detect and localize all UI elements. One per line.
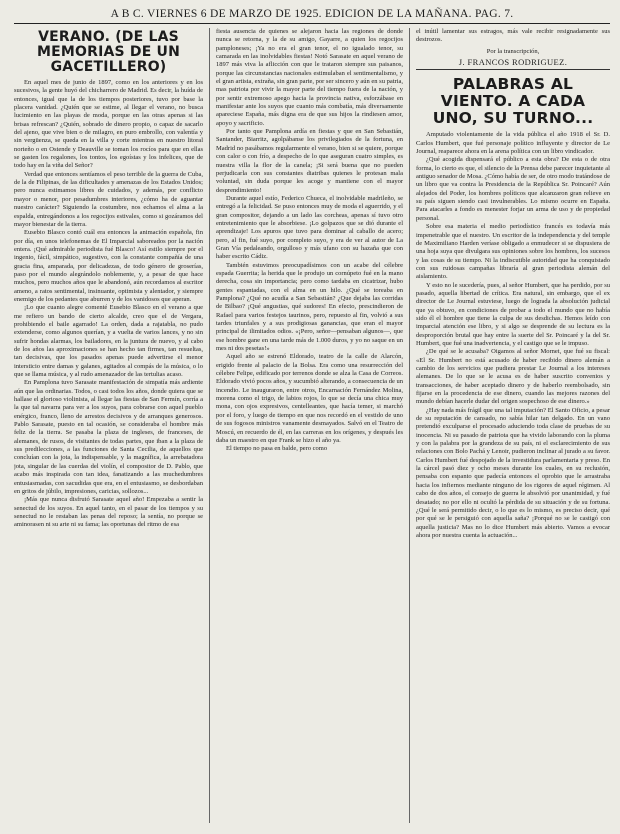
article1-paragraph: Verdad que entonces sentíamos el peso terrible de la guerra de Cuba, de la de Filipinas, de las dificultades y amenazas de los Estados Unidos; pero nunca estimamos libres de cuidados, y además, por conflicto mayor o menor, por pesadumbres interiores, ¿cómo ha de aguantar nuestro carácter? Siguiendo la costumbre, nos echamos el alma a la espalda, entregándonos a los regocijos estivales, como si gozáramos del mayor bienestar de la tierra. <box>14 170 203 228</box>
article2-paragraph: fiesta ausencia de quienes se alejaron hacia las regiones de donde nunca se retorna, y la de su amigo, Gayarre, a quien los regocijos pamploneses; ¡Ya no era el gran tenor, el no igualado tenor, su camarada en las inolvidables fiestas! Notó Sarasate en aquel verano de 1897 más viva la aflicción con que le trataron siempre sus paisanos, porque las circunstancias nacionales estimulaban el sentimentalismo, y el gran artista, extraña, sin gran parte, por ser sincero y aún en su patria, mas patriota por vivir la mayor parte del tiempo fuera de la nación, y por sentir extremoso apego hacia la provincia nativa, esforzábase en manifestar ante los suyos que cuanto más combatía, más diversamente apareciese España, más digna era de que sus hijos la rindiesen amor, apoyo y sacrificio. <box>216 28 403 127</box>
article3-paragraph: ¿Qué acogida dispensará el público a esta obra? De esta o de otra forma, lo cierto es que, el silencio de la Prensa debe parecer inquietante al antiguo senador de Mosa. ¿Cómo había de ser, de otro modo tratándose de un libro que va contra la Presidencia de la República Sr. Poincaré? Aún alejados del Poder, los hombres políticos que alcanzaron gran relieve en su país siguen siendo casi invulnerables. Lo mismo ocurre en España. Para atacarles a fondo es menester forjar un arma de uso y de propiedad personal. <box>416 156 610 222</box>
article1-paragraph: ¡Lo que cuanto alegre comenté Eusebio Blasco en el verano a que me refiero un bando de cierto alcalde, creo que el de Vergara, prohibiendo el baile agarrado! La orden, dada a rajatabla, no pudo extenderse, como algunos querían, y a vuelta de varios lances, y no sin sufrir hondas alarmas, los bailadores, en la juntura de nuevo, y al cabo de los años las aproximaciones se han hecho tan firmes, tan resueltas, tan decisivas, que los pasados apenas puede advertirse el menor intersticio entre damas y galanes, agitados al compás de la música, o lo que se llama música, y al rudo amenazador de las tertulias acaso. <box>14 304 203 379</box>
article1-paragraph: Eusebio Blasco contó cuál era entonces la animación española, fin por día, en unos telefonemas de El Imparcial saboreados por la nación entera. ¡Qué admirable periodista fué Blasco! Así estilo siempre por el ingenio, fácil, simpático, sugestivo, con la constante compañía de una gracia fina, amparada, por delicadezas, de todo género de groserías, paso por el mundo alegrándolo noblemente, y, a pesar de que hace muchos, pero muchos años que le abandonó, aún recordamos al escritor ameno, a ratos sentimental, insinuante, optimista y alentador, y siempre enemigo de los pedantes que aburren y de los vanidosos que aperan. <box>14 229 203 303</box>
section-divider <box>416 69 610 70</box>
article1-paragraph: En Pamplona tuvo Sarasate manifestación de simpatía más ardiente aún que las ordinarias. Todos, o casi todos los años, donde quiera que se hallase el glorioso violinista, al llegar las fiestas de San Fermín, corría a la que tal navarra para ver a los suyos, para cobrarse con aquel pueblo enérgico, franco, lleno de arrestos decisivos y de arranques generosos. Pablo Sarasate, puesto en tal ocasión, se consideraba el hombre más feliz de la tierra. Se pasaba la plaza de ingleses, de franceses, de alemanes, de rusos, de visitantes de todas partes, que iban a la plaza de sus predilecciones, a las funciones de Santa Cecilia, de aquellos que concluían con la jota, la indispensable, y la magnífica, la arrebatadora jota, singular de las cuerdas del violín, el compositor de D. Pablo, que acabo más inspirada con tan idea, fanatizando a las muchedumbres entusiasmadas, con sacudidas que era, en el entusiasmo, se desbordaban en gritos de júbilo, impresiones, caricias, sollozos... <box>14 379 203 495</box>
article2-paragraph: El tiempo no pasa en balde, pero como <box>226 445 328 453</box>
article3-paragraph: ¿De qué se le acusaba? Oigamos al señor Mornet, que fué su fiscal: «El Sr. Humbert no está acusado de haber recibido dinero alemán a cambio de los servicios que pudiera prestar Le Journal a los intereses alemanes. De lo que se le acusa es de haber suscrito convenios y transacciones, de haber aceptado dinero y de haberlo reembolsado, sin fijarse en la procedencia de ese dinero, cuando las mejores razones del mundo debían hacerle dudar del origen sospechoso de ese dinero.» <box>416 348 610 406</box>
article3-credit: Por la transcripción, <box>486 47 540 55</box>
article2-paragraph: También estuvimos preocupadísimos con un acabe del célebre espada Guerrita; la herida que le produjo un cornúpeto fué en la mano derecha, cosa sin importancia; pero como tardaba en cicatrizar, hubo gentes espantadas, con el alma en un hilo. ¿Qué se toreaba en Pamplona? ¿Qué no acudía a San Sebastián? ¿Que dejaba las corridas de Bilbao? ¡Qué angustias, qué sudores! En efecto, prescindieron de Rafael para varios festejos taurinos, pero, repuesto al fin, volvió a sus tardes triunfales y a sus prodigiosas ganancias, que eran el mayor principal de ilimitados odios. «¡Pero, señor—pensaban algunos—, que ese hombre gane en una tarde más de 1.000 duros, y yo no saque en un mes ni dos pesetas!» <box>216 261 403 353</box>
article1-paragraph: ¡Más que nunca disfrutó Sarasate aquel año! Empezaba a sentir la senectud de los suyos. En aquel tanto, en el pasar de los tiempos y su senectud no le restaban las penas del reposo; la sentía, no porque se aminorasen ni su arte ni su fama; las oportunas del ritmo de esa <box>14 496 203 529</box>
column-1 <box>14 28 210 823</box>
article3-headline: PALABRAS AL VIENTO. A CADA UNO, SU TURNO... <box>432 75 594 128</box>
article3-intro: el inútil lamentar sus estragos, más vale recibir resignadamente sus destrozos. <box>416 28 610 44</box>
article2-paragraph: Por tanto que Pamplona ardía en fiestas y que en San Sebastián, Santander, Biarritz, agolpábanse los privilegiados de la fortuna, en Madrid no pasábamos regularmente el verano, bien si se quiere, porque con calor o con frío, a despecho de lo que aseguran cuatro simples, es nuestra villa la flor de la canela; ¡Si será buena que no pueden perjudicarla con sus constantes diatribas quienes le protesan mala voluntad, sin duda porque les acoge y mantiene con el mayor desprendimiento! <box>216 128 403 194</box>
article3-paragraph: Y esto no le sucedería, pues, al señor Humbert, que ha perdido, por su pasado, aquella libertad de crítica. Era natural, sin embargo, que el ex director de Le Journal estuviese, luego de lograda la absolución judicial que ya obtuvo, en condiciones de probar a todo el mundo que no había sido él el hombre que tiene la culpa de sus desdichas. Hemos leído con imparcial atención ese libro, y si algo se desprende de su lectura es la desproporción brutal que hay entre la suerte del Sr. Poincaré y la del Sr. Humbert, que fué una inadvertencia, y el castigo que se le impuso. <box>416 281 610 347</box>
article2-paragraph: Durante aquel estío, Federico Chueca, el inolvidable madrileño, se entregó a la felicidad. Se puso entonces muy de moda el aguerrido, y el gran compositor, dejando a un lado las corcheas, apenas sí tuvo otro entretenimiento que le absorbiese. ¡Lo golpazos que se dió durante el aprendizaje! Los apuros que tuvo para dominar al caballo de acero; pero, al fin, fué suyo, por completo suyo, y era de ver al autor de La Gran Vía pedaleando, orgulloso y más ufano con su hazaña que con haber escrito Cádiz. <box>216 194 403 261</box>
article3-paragraph: Sobre esa materia el medio periodístico francés es todavía más impenetrable que el nuestro. Un escritor de la independencia y del temple de Maximiliano Harden veríase obligado a enmudecer si se dispusiera de una hoja suya que divulgara sus opiniones sobre los hombres, los sucesos y las cosas de su tiempo. Ni la indiscutible autoridad que ha conquistado con sus ruidosas campañas libraría al gran periodista alemán del aislamiento. <box>416 223 610 281</box>
article3-author: J. FRANCOS RODRIGUEZ. <box>458 57 568 68</box>
article1-paragraph: En aquel mes de junio de 1897, como en los anteriores y en los sucesivos, la gente huyó del chicharrero de Madrid. Es decir, la huída de entonces, igual que la de los tiempos posteriores, tuvo por base la placera vanidad. ¿Quién que se estime, al llegar el verano, no busca lucimiento en las playas de moda, porque en las otras apenas si las brisas refrescan? ¿Quién, sobrado de dinero propio, o capaz de sacarlo del ajeno, que vive bien o de milagro, en puro embrollo, con valentía y sin vergüenza, se queda en la villa y corte mientras en nuestro litoral norteño o en Ostende y Deauville se toman los rocíos para que en ellas se gasten los regalones, los tontos, los egoístas y los infelices, que de todo hay en la viña del Señor? <box>14 79 203 170</box>
article1-headline: VERANO. (DE LAS MEMORIAS DE UN GACETILLERO) <box>36 29 181 75</box>
column-2 <box>210 28 410 823</box>
article2-paragraph: Aquel año se estrenó Eldorado, teatro de la calle de Alarcón, erigido frente al palacio de la Bolsa. Era como una resurrección del célebre Felipe, edificado por terrenos donde se alza la Casa de Correos. Eldorado vivió pocos años, y sucumbió alterando, a consecuencia de un incendio. Le inauguraron, entre otros, Encarnación Fernández Molina, morena como el trigo, de labios rojos, lo que se decía una chica muy mona, con ojos expresivos, centelleantes, que hacía temer, si marchó por el foro, y luego de tiempo en que nos recordó en el vestido de uno de sus fogosos ministros vanamente desmayados. Salvó en el Teatro de Moscú, en recuerdo de él, en las carreras en los orígenes, y después les daba un maestro en que Frank se hizo el año ya. <box>216 353 403 444</box>
article3-paragraph: ¿Hay nada más frágil que una tal imputación? El Santo Oficio, a pesar de su reputación de cansado, no sabía hilar tan delgado. En un vano pretendió exculparse el procesado aduciendo toda clase de pruebas de su inocencia. Ni su pasado de patriota que ha vivido laborando con la pluma y con la palabra por la grandeza de su país, ni el esclarecimiento de sus relaciones con Bolo Pachá y Lenoir, pudieron inclinar al jurado a su favor. Carlos Humbert fué despojado de la investidura parlamentaria y preso. En la cárcel pasó diez y ocho meses durante los cuales, en su reclusión, pensaba con espanto que padecía entonces el oprobio que le arrastraba hacia los infiernos mediante ninguno de los rigores de aquel régimen. Al cabo de dos años, el consejo de guerra le absolvió por unanimidad, y fué desatado; no por ello ni ocultó la pérdida de su situación y de su fortuna. ¿Qué le será permitido decir, o lo que es lo mismo, es preciso decir, qué por qué se le persiguió con aquella saña? ¡Porqué no se le castigó con aquella justicia? Mas no lo dice Humbert más abierto. Vamos a evocar ahora por nuestra cuenta la actuación... <box>416 406 610 539</box>
columns <box>14 28 610 823</box>
page-header <box>14 8 610 24</box>
column-3 <box>410 28 610 823</box>
article3-paragraph: Amputado violentamente de la vida pública el año 1918 el Sr. D. Carlos Humbert, que fué personaje político influyente y director de Le Journal, reaparece ahora en la arena política con un libro vindicador. <box>416 131 610 156</box>
header-text: A B C. VIERNES 6 DE MARZO DE 1925. EDICION DE LA MAÑANA. PAG. 7. <box>110 8 514 20</box>
